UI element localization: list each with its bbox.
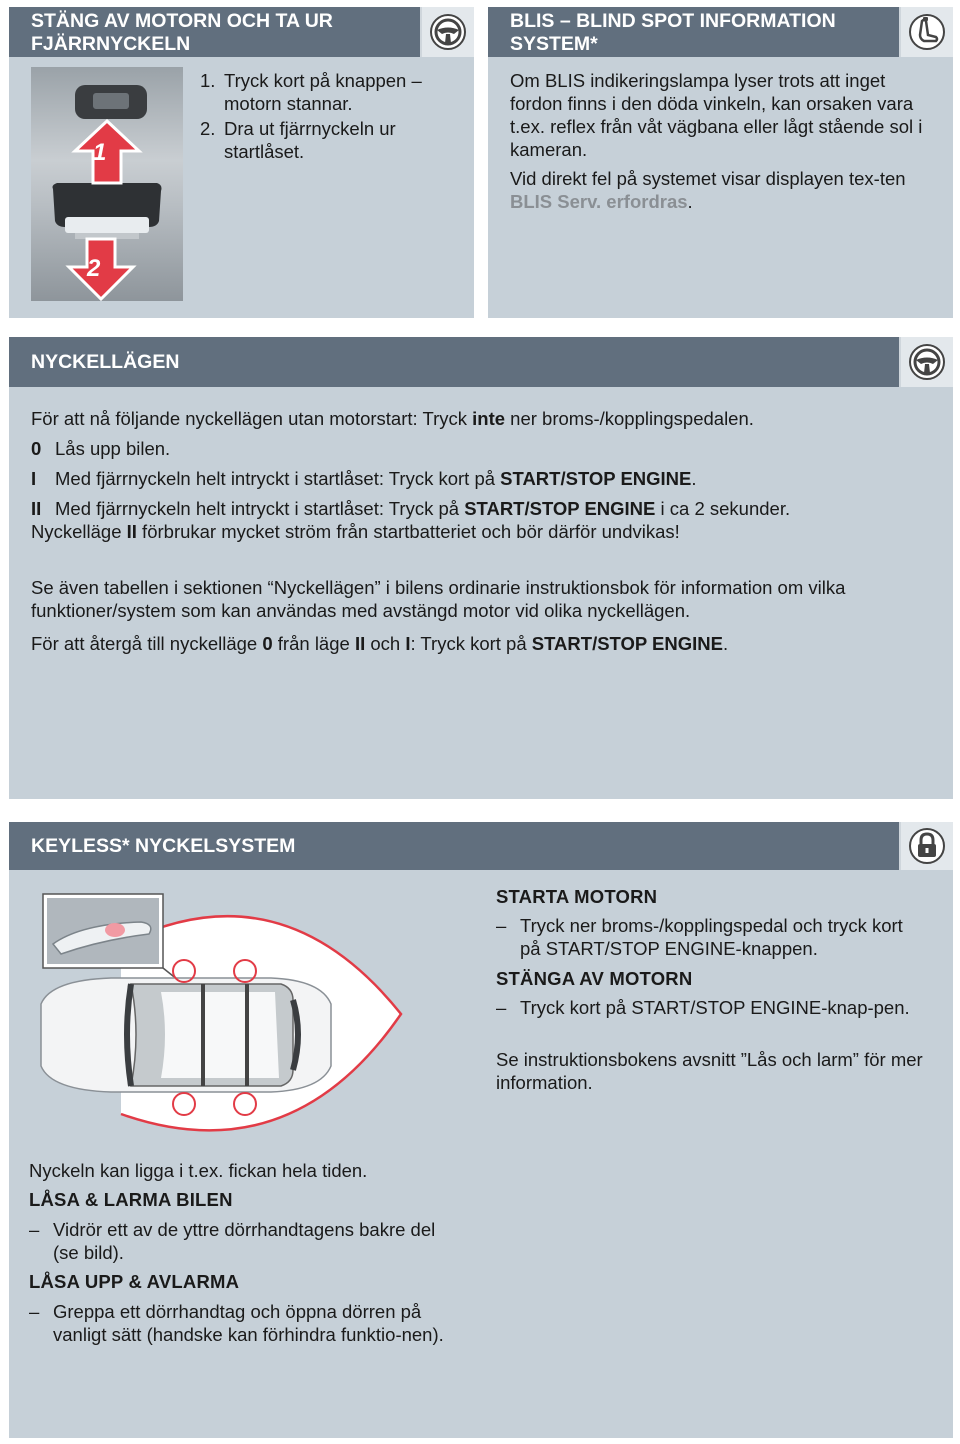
pocket-note: Nyckeln kan ligga i t.ex. fickan hela tiden.: [29, 1160, 368, 1181]
section-header: [488, 7, 953, 57]
blis-paragraph-1: Om BLIS indikeringslampa lyser trots att inget fordon finns i den döda vinkeln, kan orsaken vara t.ex. reflex från våt vägbana eller lågt stående sol i kameran.: [510, 70, 923, 160]
stop-engine-step: – Tryck kort på START/STOP ENGINE-knap-pen.: [496, 997, 910, 1018]
display-message: BLIS Serv. erfordras: [510, 191, 688, 212]
section-title: KEYLESS* NYCKELSYSTEM: [31, 835, 296, 857]
unlock-step: – Greppa ett dörrhandtag och öppna dörren på vanligt sätt (handske kan förhindra funktio-nen).: [29, 1301, 444, 1345]
start-engine-step: – Tryck ner broms-/kopplingspedal och tryck kort på START/STOP ENGINE-knappen.: [496, 915, 903, 959]
seat-icon: [901, 7, 953, 57]
key-positions-intro: För att nå följande nyckellägen utan motorstart: Tryck inte ner broms-/kopplingspedalen.: [31, 408, 754, 429]
blis-panel: [488, 7, 953, 318]
lock-heading: LÅSA & LARMA BILEN: [29, 1189, 233, 1210]
list-item: 2. Dra ut fjärrnyckeln ur startlåset.: [200, 118, 396, 162]
stop-engine-heading: STÄNGA AV MOTORN: [496, 968, 693, 989]
padlock-icon: [901, 822, 953, 870]
section-header: [9, 337, 953, 387]
blis-paragraph-2: Vid direkt fel på systemet visar displayen tex-ten BLIS Serv. erfordras.: [510, 168, 906, 212]
section-header: [9, 7, 474, 57]
see-also-paragraph: Se även tabellen i sektionen “Nyckellägen” i bilens ordinarie instruktionsbok för information om vilka funktioner/system som kan användas med avstängd motor vid olika nyckellägen.: [31, 577, 846, 621]
step-label-2: 2: [87, 255, 101, 282]
key-position-1: I Med fjärrnyckeln helt intryckt i startlåset: Tryck kort på START/STOP ENGINE.: [31, 468, 697, 489]
section-title: STÄNG AV MOTORN OCH TA UR FJÄRRNYCKELN: [31, 10, 333, 55]
list-item: 1. Tryck kort på knappen – motorn stannar.: [200, 70, 422, 114]
section-title: BLIS – BLIND SPOT INFORMATION SYSTEM*: [510, 10, 836, 55]
steering-wheel-icon: [901, 337, 953, 387]
key-positions-panel: [9, 337, 953, 799]
step-label-1: 1: [93, 139, 107, 166]
keyless-panel: [9, 822, 953, 1438]
key-illustration: [31, 67, 183, 301]
lock-step: – Vidrör ett av de yttre dörrhandtagens bakre del (se bild).: [29, 1219, 436, 1263]
key-position-0: 0 Lås upp bilen.: [31, 438, 171, 459]
steering-wheel-icon: [422, 7, 474, 57]
key-position-2: II Med fjärrnyckeln helt intryckt i startlåset: Tryck på START/STOP ENGINE i ca 2 sekunder.: [31, 498, 791, 519]
section-header: [9, 822, 953, 870]
return-instruction: För att återgå till nyckelläge 0 från läge II och I: Tryck kort på START/STOP ENGINE.: [31, 633, 729, 654]
key-position-warning: Nyckelläge II förbrukar mycket ström från startbatteriet och bör därför undvikas!: [31, 521, 680, 542]
start-engine-heading: STARTA MOTORN: [496, 886, 658, 907]
unlock-heading: LÅSA UPP & AVLARMA: [29, 1271, 240, 1292]
section-title: NYCKELLÄGEN: [31, 351, 180, 373]
car-illustration: [31, 884, 411, 1146]
manual-reference: Se instruktionsbokens avsnitt ”Lås och larm” för mer information.: [496, 1049, 923, 1093]
stop-engine-panel: [9, 7, 474, 318]
